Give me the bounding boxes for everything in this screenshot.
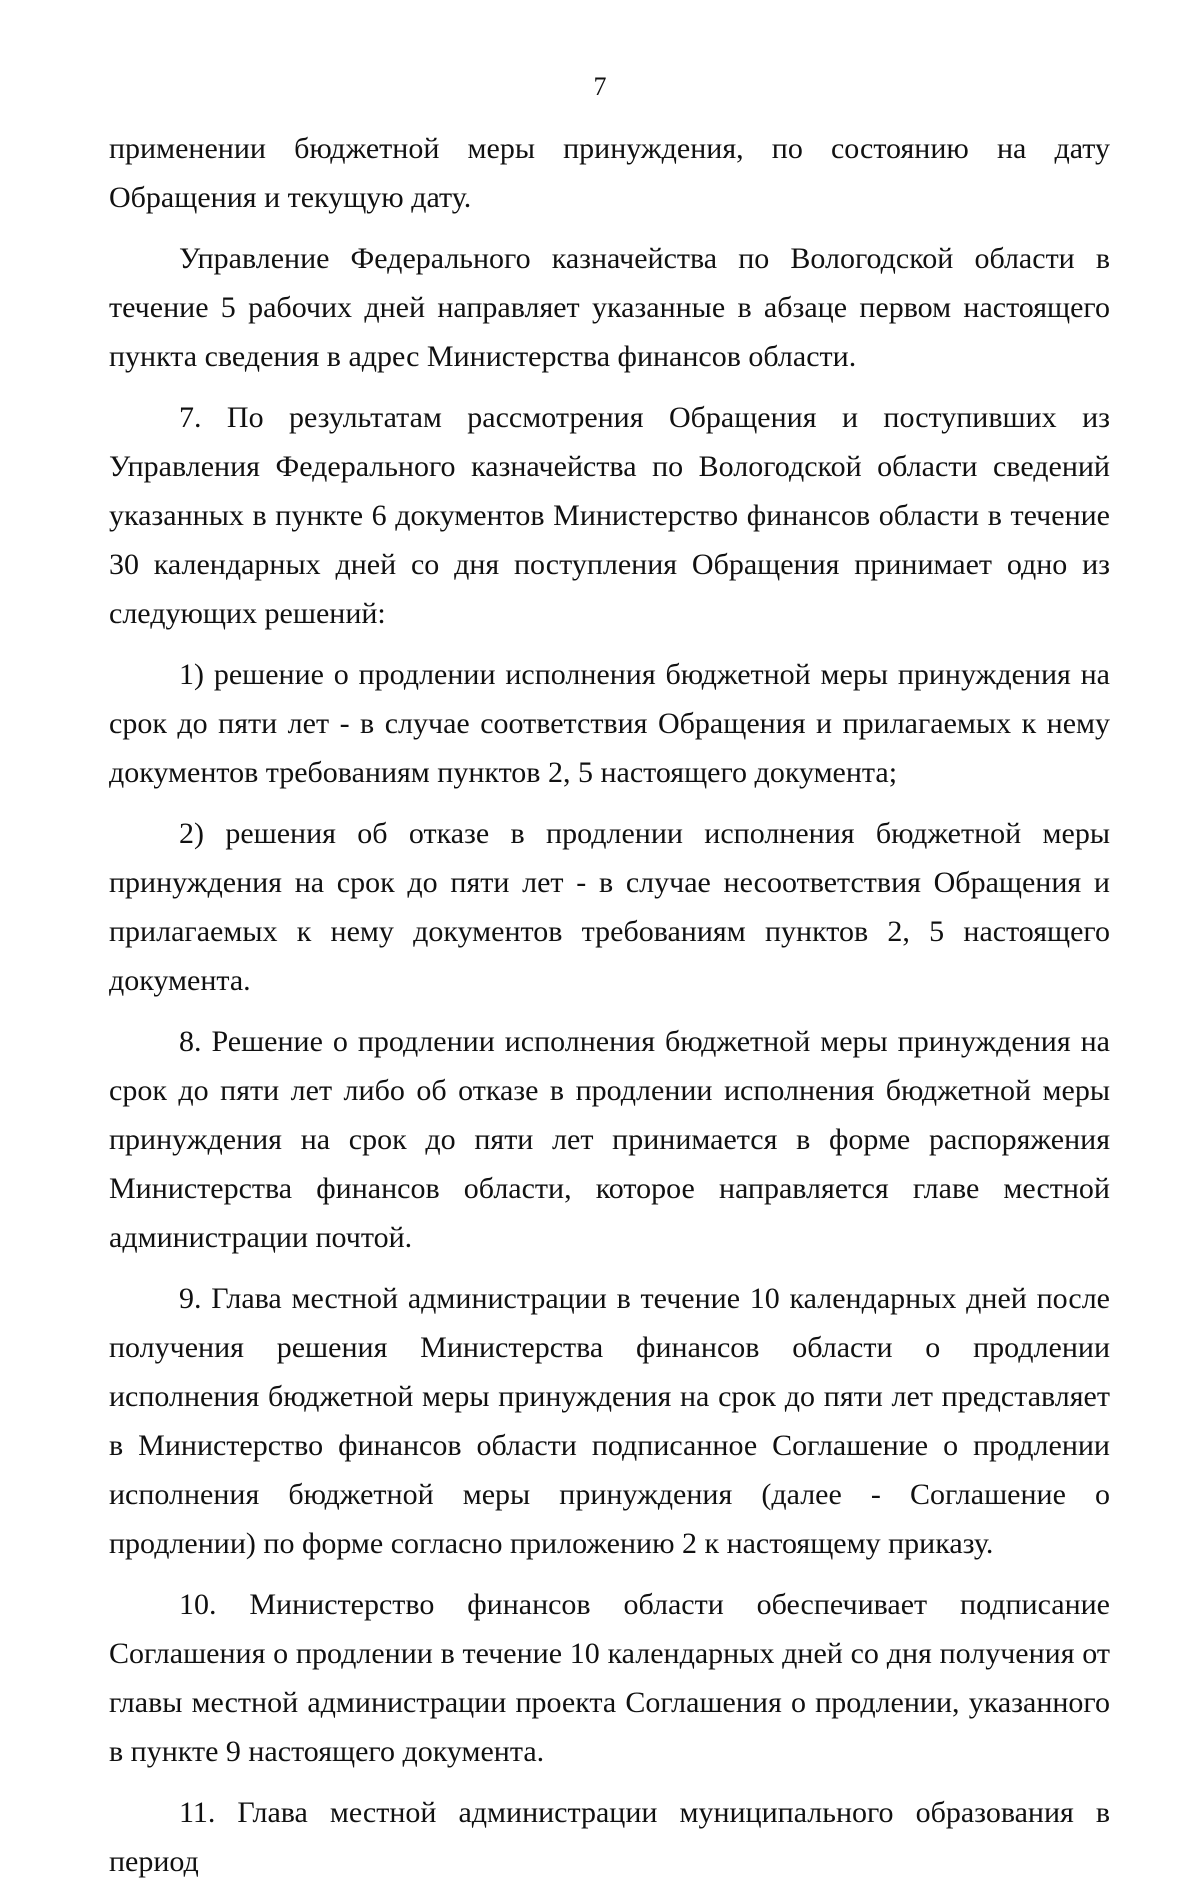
paragraph-item-11: 11. Глава местной администрации муниципального образования в период — [109, 1796, 1110, 1878]
paragraph-subitem-1: 1) решение о продлении исполнения бюджетной меры принуждения на срок до пяти лет - в случае соответствия Обращения и прилагаемых к нему документов требованиям пунктов 2, 5 настоящего документа; — [109, 658, 1110, 789]
document-body — [109, 124, 1110, 1898]
paragraph-item-10: 10. Министерство финансов области обеспечивает подписание Соглашения о продлении в течение 10 календарных дней со дня получения от главы местной администрации проекта Соглашения о продлении, указанного в пункте 9 настоящего документа. — [109, 1588, 1110, 1768]
paragraph-item-9: 9. Глава местной администрации в течение 10 календарных дней после получения решения Министерства финансов области о продлении исполнения бюджетной меры принуждения на срок до пяти лет представляет в Министерство финансов области подписанное Соглашение о продлении исполнения бюджетной меры принуждения (далее - Соглашение о продлении) по форме согласно приложению 2 к настоящему приказу. — [109, 1282, 1110, 1560]
paragraph-treasury-info: Управление Федерального казначейства по Вологодской области в течение 5 рабочих дней направляет указанные в абзаце первом настоящего пункта сведения в адрес Министерства финансов области. — [109, 242, 1110, 373]
page-number: 7 — [593, 72, 607, 101]
paragraph-subitem-2: 2) решения об отказе в продлении исполнения бюджетной меры принуждения на срок до пяти лет - в случае несоответствия Обращения и прилагаемых к нему документов требованиям пунктов 2, 5 настоящего документа. — [109, 817, 1110, 997]
paragraph-item-8: 8. Решение о продлении исполнения бюджетной меры принуждения на срок до пяти лет либо об отказе в продлении исполнения бюджетной меры принуждения на срок до пяти лет принимается в форме распоряжения Министерства финансов области, которое направляется главе местной администрации почтой. — [109, 1025, 1110, 1254]
paragraph-continuation: применении бюджетной меры принуждения, по состоянию на дату Обращения и текущую дату. — [109, 132, 1110, 214]
paragraph-item-7: 7. По результатам рассмотрения Обращения и поступивших из Управления Федерального казначейства по Вологодской области сведений указанных в пункте 6 документов Министерство финансов области в течение 30 календарных дней со дня поступления Обращения принимает одно из следующих решений: — [109, 401, 1110, 630]
